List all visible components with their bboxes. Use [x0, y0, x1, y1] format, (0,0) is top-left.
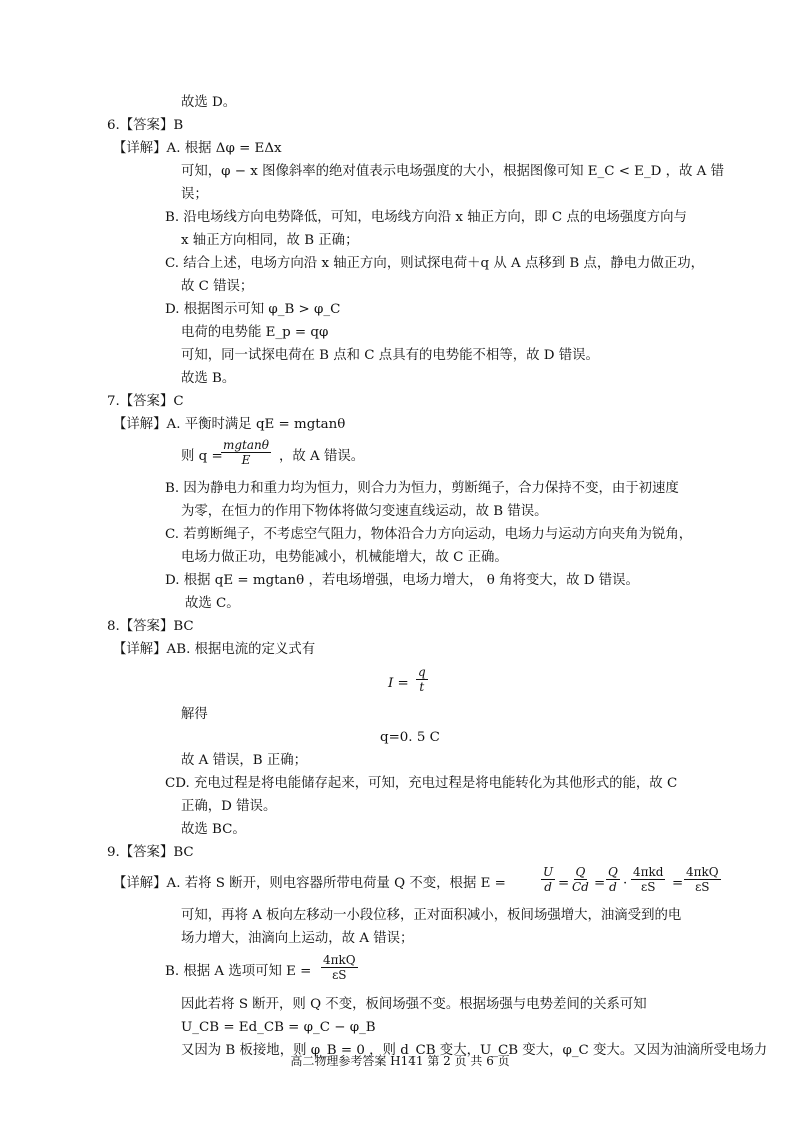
text-line: 故 C 错误；	[181, 279, 254, 294]
text-line: 可知，同一试探电荷在 B 点和 C 点具有的电势能不相等，故 D 错误。	[181, 348, 599, 363]
text-line: 故选 D。	[181, 95, 237, 110]
fraction	[570, 865, 591, 894]
text-line: C. 若剪断绳子，不考虑空气阻力，物体沿合力方向运动，电场力与运动方向夹角为锐角，	[165, 527, 693, 542]
text-line: 则 q =	[181, 449, 223, 464]
numerator: Q	[608, 865, 618, 879]
denominator: εS	[641, 880, 656, 894]
denominator: εS	[695, 880, 710, 894]
numerator: Q	[575, 865, 586, 879]
fraction	[221, 438, 271, 467]
page-footer: 高二物理参考答案 H141 第 2 页 共 6 页	[290, 1054, 510, 1068]
text-line: D. 根据 qE = mgtanθ ，若电场增强，电场力增大， θ 角将变大，故 D 错误。	[165, 573, 639, 588]
denominator: d	[609, 880, 617, 894]
numerator: 4πkd	[633, 865, 664, 879]
text-line: 故选 C。	[185, 596, 240, 611]
denominator: d	[544, 880, 552, 894]
text-line: I =	[388, 676, 409, 691]
text-line: 电荷的电势能 E_p = qφ	[181, 325, 329, 340]
text-line: 场力增大，油滴向上运动，故 A 错误；	[181, 931, 414, 946]
text-line: 【详解】A. 平衡时满足 qE = mgtanθ	[113, 417, 346, 432]
text-line: D. 根据图示可知 φ_B > φ_C	[165, 302, 341, 317]
text-line: 误；	[181, 187, 208, 202]
fraction	[416, 665, 428, 694]
numerator: U	[543, 865, 554, 879]
text-line: ·	[623, 876, 628, 891]
text-line: B. 根据 A 选项可知 E =	[165, 964, 312, 979]
text-line: 可知，φ − x 图像斜率的绝对值表示电场强度的大小，根据图像可知 E_C < E_D ，故 A 错	[181, 164, 724, 179]
text-line: B. 因为静电力和重力均为恒力，则合力为恒力，剪断绳子，合力保持不变，由于初速度	[165, 481, 679, 496]
text-line: 【详解】A. 若将 S 断开，则电容器所带电荷量 Q 不变，根据 E =	[113, 876, 506, 891]
text-line: 为零，在恒力的作用下物体将做匀变速直线运动，故 B 错误。	[181, 504, 548, 519]
text-line: 因此若将 S 断开，则 Q 不变，板间场强不变。根据场强与电势差间的关系可知	[181, 997, 647, 1012]
text-line: =	[558, 876, 570, 891]
text-line: 可知，再将 A 板向左移动一小段位移，正对面积减小，板间场强增大，油滴受到的电	[181, 908, 682, 923]
text-line: ，故 A 错误。	[279, 449, 365, 464]
text-line: 又因为 B 板接地，则 φ_B = 0 ，则 d_CB 变大，U_CB 变大，φ_C 变大。又因为油滴所受电场力	[181, 1043, 768, 1058]
numerator: mgtanθ	[223, 438, 269, 452]
text-line: =	[594, 876, 606, 891]
text-line: CD. 充电过程是将电能储存起来，可知，充电过程是将电能转化为其他形式的能，故 C	[165, 776, 678, 791]
text-line: 故选 B。	[181, 371, 236, 386]
fraction	[606, 865, 620, 894]
text-line: 故 A 错误，B 正确；	[181, 753, 308, 768]
question-6-answer: 6.【答案】B	[107, 118, 184, 133]
text-line: 故选 BC。	[181, 822, 246, 837]
text-line: 正确，D 错误。	[181, 799, 277, 814]
denominator: t	[419, 680, 425, 694]
text-line: 【详解】AB. 根据电流的定义式有	[113, 642, 316, 657]
question-8-answer: 8.【答案】BC	[107, 619, 194, 634]
fraction	[631, 865, 665, 894]
text-line: q=0. 5 C	[380, 730, 440, 745]
text-line: C. 结合上述，电场方向沿 x 轴正方向，则试探电荷＋q 从 A 点移到 B 点，静电力做正功，	[165, 256, 704, 271]
text-line: U_CB = Ed_CB = φ_C − φ_B	[181, 1020, 376, 1035]
numerator: 4πkQ	[323, 953, 356, 967]
fraction	[684, 865, 721, 894]
numerator: 4πkQ	[686, 865, 719, 879]
fraction	[541, 865, 555, 894]
denominator: Cd	[572, 880, 589, 894]
text-line: x 轴正方向相同，故 B 正确；	[181, 233, 359, 248]
question-9-answer: 9.【答案】BC	[107, 845, 194, 860]
text-line: 解得	[181, 707, 208, 722]
text-line: 电场力做正功，电势能减小，机械能增大，故 C 正确。	[181, 550, 508, 565]
denominator: εS	[332, 968, 347, 982]
text-line: B. 沿电场线方向电势降低，可知，电场线方向沿 x 轴正方向，即 C 点的电场强度方向与	[165, 210, 687, 225]
text-line: =	[672, 876, 684, 891]
fraction	[321, 953, 358, 982]
text-line: 【详解】A. 根据 Δφ = EΔx	[113, 141, 282, 156]
denominator: E	[241, 453, 251, 467]
numerator: q	[418, 665, 426, 679]
question-7-answer: 7.【答案】C	[107, 394, 184, 409]
